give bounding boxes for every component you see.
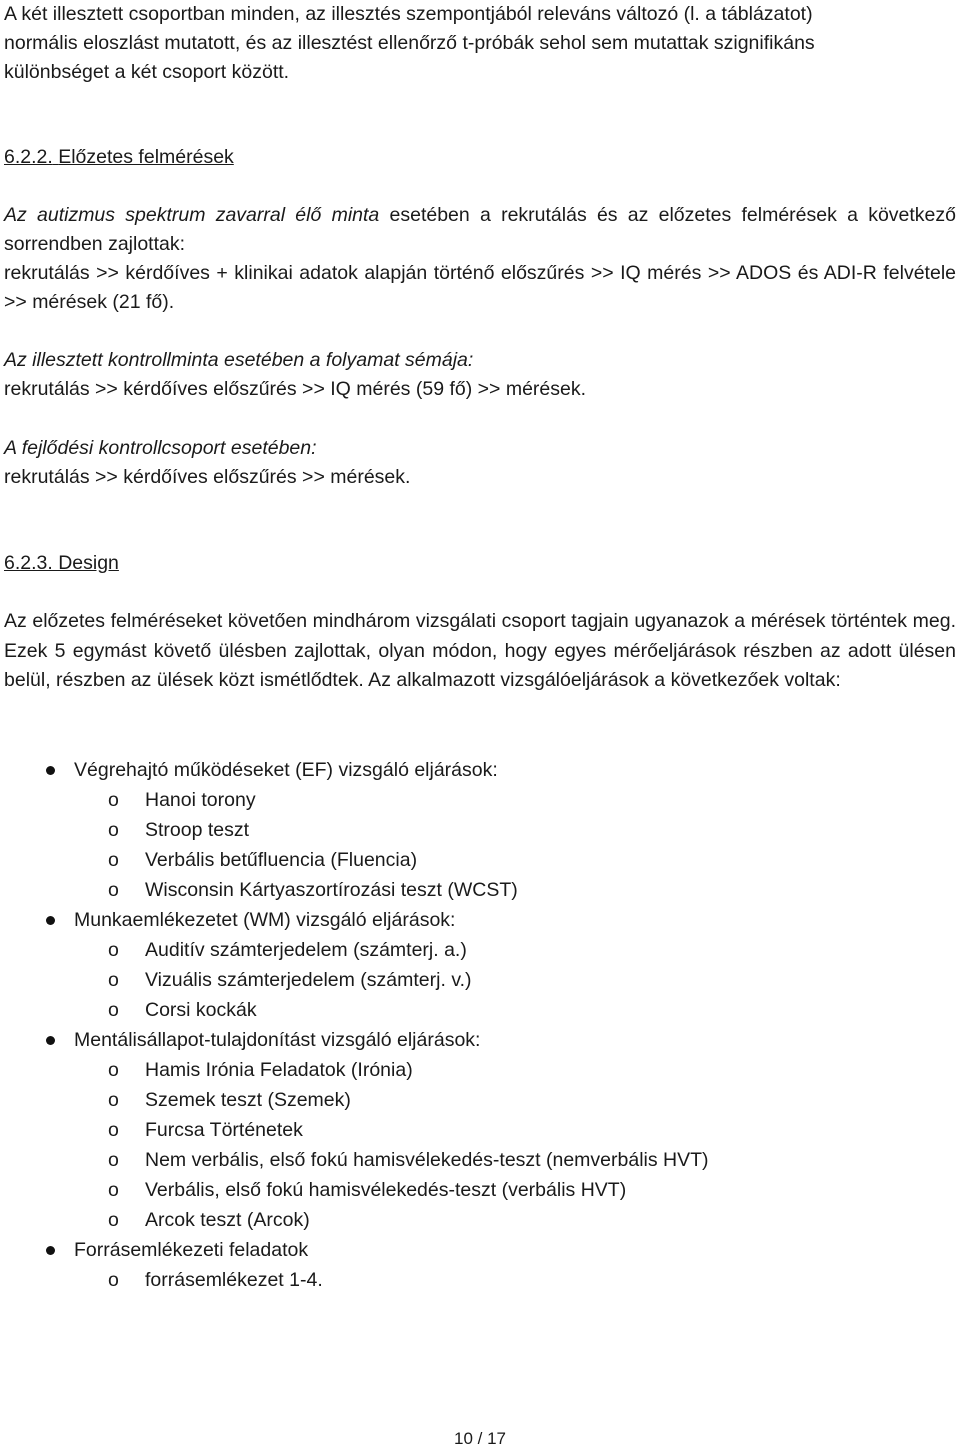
bullet-label: Munkaemlékezetet (WM) vizsgáló eljárások: [74,909,456,931]
bullet-label: Végrehajtó működéseket (EF) vizsgáló eljárások: [74,759,498,781]
section-number: 6.2.2. [4,146,53,168]
sub-item-label: Corsi kockák [145,999,257,1021]
intro-line-2: normális eloszlást mutatott, és az illesztést ellenőrző t-próbák sehol sem mutattak szignifikáns [4,32,815,54]
autism-sample-rest: esetében a rekrutálás és az előzetes felmérések a következő sorrendben zajlottak: [4,204,956,255]
sub-item-marker: o [108,789,119,811]
sub-item-marker: o [108,999,119,1021]
sub-item-label: Szemek teszt (Szemek) [145,1089,351,1111]
sub-item-label: Verbális, első fokú hamisvélekedés-teszt (verbális HVT) [145,1179,627,1201]
bullet-label: Forrásemlékezeti feladatok [74,1239,309,1261]
sub-item-label: Hanoi torony [145,789,256,811]
sub-item-label: Hamis Irónia Feladatok (Irónia) [145,1059,413,1081]
section-heading-622 [4,143,956,172]
sub-item-marker: o [108,1119,119,1141]
sub-item-marker: o [108,879,119,901]
page-number: 10 / 17 [454,1429,506,1448]
developmental-control-heading: A fejlődési kontrollcsoport esetében: [4,437,317,459]
sub-item-label: Auditív számterjedelem (számterj. a.) [145,939,467,961]
sub-item-marker: o [108,1149,119,1171]
sub-item-marker: o [108,939,119,961]
bullet-dot-icon [36,1235,64,1265]
sub-item-marker: o [108,849,119,871]
section-title: Előzetes felmérések [58,146,234,168]
sub-item-marker: o [108,969,119,991]
intro-line-3: különbséget a két csoport között. [4,61,290,83]
sub-item-marker: o [108,1059,119,1081]
sub-item-marker: o [108,1179,119,1201]
matched-control-heading: Az illesztett kontrollminta esetében a folyamat sémája: [4,349,474,371]
sub-item-label: Stroop teszt [145,819,250,841]
developmental-control-sequence: rekrutálás >> kérdőíves előszűrés >> mérések. [4,466,411,488]
sub-item-label: Furcsa Történetek [145,1119,303,1141]
bullet-dot-icon [36,905,64,935]
sub-item-label: Verbális betűfluencia (Fluencia) [145,849,418,871]
sub-item-label: forrásemlékezet 1-4. [145,1269,323,1291]
sub-item-label: Arcok teszt (Arcok) [145,1209,310,1231]
matched-control-sequence: rekrutálás >> kérdőíves előszűrés >> IQ mérés (59 fő) >> mérések. [4,378,587,400]
section-heading-623: 6.2.3. Design [4,552,119,574]
bullet-label: Mentálisállapot-tulajdonítást vizsgáló eljárások: [74,1029,481,1051]
bullet-dot-icon [36,1025,64,1055]
autism-sample-sequence: rekrutálás >> kérdőíves + klinikai adatok alapján történő előszűrés >> IQ mérés >> ADOS és ADI-R felvétele >> mérések (21 fő). [4,262,956,313]
sub-item-label: Wisconsin Kártyaszortírozási teszt (WCST) [145,879,518,901]
sub-item-marker: o [108,1269,119,1291]
sub-item-marker: o [108,819,119,841]
sub-item-label: Vizuális számterjedelem (számterj. v.) [145,969,472,991]
bullet-dot-icon [36,755,64,785]
intro-line-1: A két illesztett csoportban minden, az illesztés szempontjából releváns változó (l. a táblázatot) [4,3,813,25]
sub-item-label: Nem verbális, első fokú hamisvélekedés-teszt (nemverbális HVT) [145,1149,709,1171]
autism-sample-italic: Az autizmus spektrum zavarral élő minta [4,204,380,226]
sub-item-marker: o [108,1209,119,1231]
design-paragraph: Az előzetes felméréseket követően mindhárom vizsgálati csoport tagjain ugyanazok a mérések történtek meg. Ezek 5 egymást követő ülésben zajlottak, olyan módon, hogy egyes mérőeljárások részben az adott ülésen belül, részben az ülések közt ismétlődtek. Az alkalmazott vizsgálóeljárások a következőek voltak: [4,610,956,691]
sub-item-marker: o [108,1089,119,1111]
autism-sample-paragraph [4,201,956,259]
